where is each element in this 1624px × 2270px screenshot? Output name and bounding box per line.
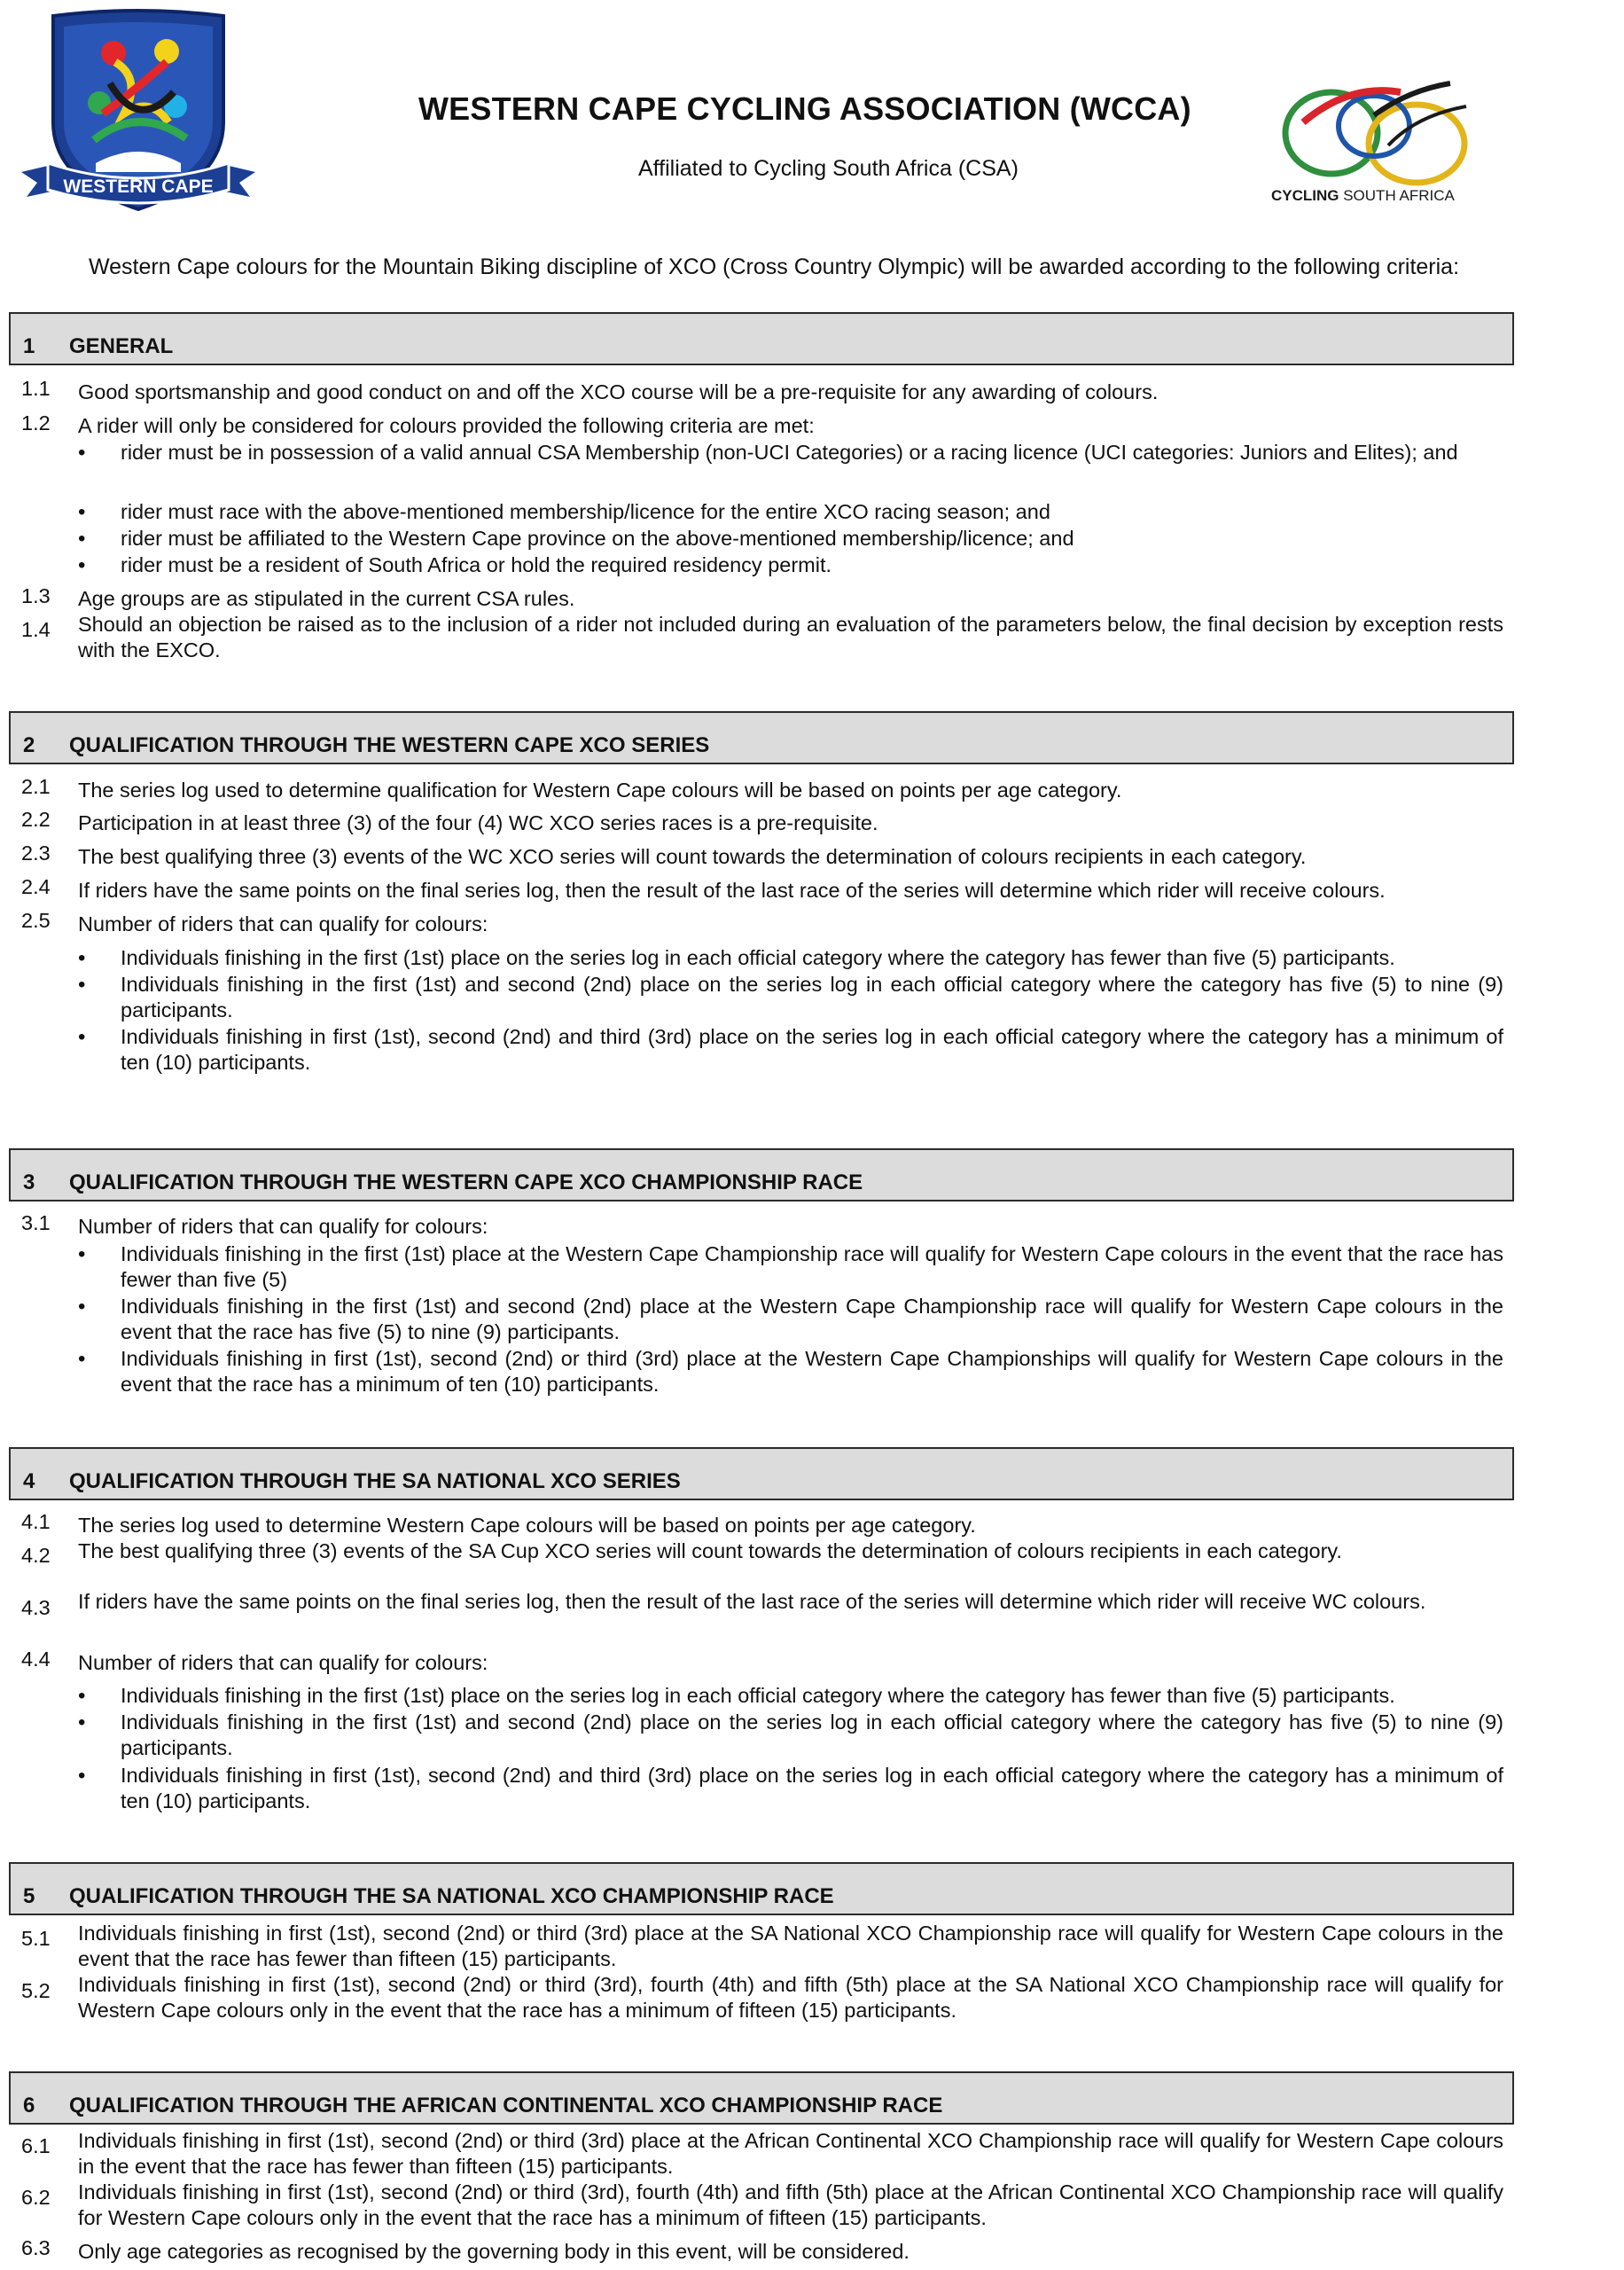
bullet-text: rider must race with the above-mentioned membership/licence for the entire XCO racing season; and — [121, 500, 1050, 523]
bullet-icon: • — [78, 500, 86, 524]
section-title: GENERAL — [69, 334, 174, 358]
cycling-south-africa-logo-icon — [1268, 71, 1487, 206]
bullet-icon: • — [78, 553, 86, 577]
item-number: 1.2 — [21, 411, 51, 434]
item-text: The series log used to determine Western Cape colours will be based on points per age category. — [78, 1514, 976, 1537]
item-number: 4.3 — [21, 1596, 51, 1619]
bullet-icon: • — [78, 946, 86, 970]
item-number: 6.3 — [21, 2236, 51, 2259]
bullet-text: Individuals finishing in the first (1st) place at the Western Cape Championship race will qualify for Western Cape colours in the event that the race has fewer than five (5) — [121, 1242, 1503, 1291]
item-number: 1.4 — [21, 618, 51, 641]
item-number: 2.3 — [21, 841, 51, 865]
bullet-text: Individuals finishing in the first (1st) place on the series log in each official category where the category has fewer than five (5) participants. — [121, 946, 1395, 969]
section-number: 4 — [23, 1469, 35, 1493]
csa-logo-text-light: SOUTH AFRICA — [1339, 187, 1455, 204]
section-number: 5 — [23, 1884, 35, 1908]
bullet-text: Individuals finishing in the first (1st) and second (2nd) place at the Western Cape Championship race will qualify for Western Cape colours in the event that the race has five (5) to nine (9) participants. — [121, 1295, 1503, 1343]
section-title: QUALIFICATION THROUGH THE SA NATIONAL XCO SERIES — [69, 1469, 681, 1493]
bullet-icon: • — [78, 527, 86, 551]
item-text: Number of riders that can qualify for colours: — [78, 1215, 488, 1238]
bullet-text: Individuals finishing in the first (1st) place on the series log in each official category where the category has fewer than five (5) participants. — [121, 1684, 1395, 1707]
section-title: QUALIFICATION THROUGH THE WESTERN CAPE XCO SERIES — [69, 733, 710, 757]
section-header-3 — [9, 1148, 1514, 1202]
section-header-5 — [9, 1862, 1514, 1915]
item-text: The best qualifying three (3) events of the SA Cup XCO series will count towards the determination of colours recipients in each category. — [78, 1539, 1342, 1562]
section-header-1 — [9, 312, 1514, 365]
item-number: 6.1 — [21, 2134, 51, 2157]
section-title: QUALIFICATION THROUGH THE SA NATIONAL XCO CHAMPIONSHIP RACE — [69, 1884, 834, 1908]
item-text: Age groups are as stipulated in the current CSA rules. — [78, 587, 575, 610]
section-number: 1 — [23, 334, 35, 358]
item-number: 2.2 — [21, 808, 51, 831]
bullet-icon: • — [78, 1025, 86, 1049]
section-title: QUALIFICATION THROUGH THE AFRICAN CONTINENTAL XCO CHAMPIONSHIP RACE — [69, 2094, 943, 2117]
bullet-text: Individuals finishing in the first (1st) and second (2nd) place on the series log in each official category where the category has five (5) to nine (9) participants. — [121, 1710, 1503, 1759]
bullet-icon: • — [78, 1242, 86, 1266]
item-number: 1.1 — [21, 377, 51, 400]
item-number: 4.1 — [21, 1510, 51, 1533]
item-text: Individuals finishing in first (1st), second (2nd) or third (3rd) place at the African Continental XCO Championship race will qualify for Western Cape colours in the event that the race has fewer than fifteen (15) participants. — [78, 2129, 1503, 2178]
item-number: 5.2 — [21, 1979, 51, 2002]
bullet-text: Individuals finishing in the first (1st) and second (2nd) place on the series log in each official category where the category has five (5) to nine (9) participants. — [121, 973, 1503, 1022]
wc-logo-text: WESTERN CAPE — [63, 176, 214, 197]
bullet-icon: • — [78, 973, 86, 997]
item-number: 3.1 — [21, 1211, 51, 1234]
item-text: A rider will only be considered for colours provided the following criteria are met: — [78, 414, 815, 437]
item-number: 5.1 — [21, 1927, 51, 1950]
bullet-icon: • — [78, 441, 86, 465]
item-text: Participation in at least three (3) of the four (4) WC XCO series races is a pre-requisite. — [78, 811, 878, 834]
bullet-text: Individuals finishing in first (1st), second (2nd) and third (3rd) place on the series log in each official category where the category has a minimum of ten (10) participants. — [121, 1025, 1503, 1074]
page-title: WESTERN CAPE CYCLING ASSOCIATION (WCCA) — [418, 90, 1191, 127]
section-header-2 — [9, 711, 1514, 764]
bullet-icon: • — [78, 1764, 86, 1788]
item-number: 6.2 — [21, 2186, 51, 2209]
item-number: 1.3 — [21, 584, 51, 607]
section-number: 3 — [23, 1170, 35, 1194]
item-text: Individuals finishing in first (1st), second (2nd) or third (3rd), fourth (4th) and fifth (5th) place at the African Continental XCO Championship race will qualify for Western Cape colours only in the event that the race has a minimum of fifteen (15) participants. — [78, 2180, 1503, 2229]
section-title: QUALIFICATION THROUGH THE WESTERN CAPE XCO CHAMPIONSHIP RACE — [69, 1170, 863, 1194]
item-number: 2.1 — [21, 775, 51, 798]
bullet-text: rider must be in possession of a valid annual CSA Membership (non-UCI Categories) or a racing licence (UCI categories: Juniors and Elites); and — [121, 441, 1458, 464]
bullet-icon: • — [78, 1684, 86, 1708]
item-text: Individuals finishing in first (1st), second (2nd) or third (3rd) place at the SA National XCO Championship race will qualify for Western Cape colours in the event that the race has fewer than fifteen (15) participants. — [78, 1922, 1503, 1970]
bullet-text: Individuals finishing in first (1st), second (2nd) and third (3rd) place on the series log in each official category where the category has a minimum of ten (10) participants. — [121, 1764, 1503, 1812]
item-number: 4.4 — [21, 1648, 51, 1671]
svg-text:CYCLING SOUTH AFRICA — [1271, 187, 1456, 204]
section-number: 6 — [23, 2094, 35, 2117]
section-header-6 — [9, 2071, 1514, 2125]
item-text: If riders have the same points on the final series log, then the result of the last race of the series will determine which rider will receive WC colours. — [78, 1590, 1426, 1613]
bullet-icon: • — [78, 1295, 86, 1319]
intro-text: Western Cape colours for the Mountain Biking discipline of XCO (Cross Country Olympic) will be awarded according to the following criteria: — [89, 254, 1460, 279]
page-subtitle: Affiliated to Cycling South Africa (CSA) — [638, 156, 1019, 181]
bullet-text: Individuals finishing in first (1st), second (2nd) or third (3rd) place at the Western Cape Championships will qualify for Western Cape colours in the event that the race has a minimum of ten (10) participants. — [121, 1347, 1503, 1396]
western-cape-crest-icon — [18, 7, 259, 218]
item-text: If riders have the same points on the final series log, then the result of the last race of the series will determine which rider will receive colours. — [78, 879, 1386, 902]
bullet-text: rider must be affiliated to the Western Cape province on the above-mentioned membership/licence; and — [121, 527, 1074, 550]
item-number: 2.5 — [21, 909, 51, 932]
section-number: 2 — [23, 733, 35, 757]
csa-logo-text-bold: CYCLING — [1271, 187, 1339, 204]
bullet-icon: • — [78, 1710, 86, 1734]
item-text: Number of riders that can qualify for colours: — [78, 1651, 488, 1674]
item-text: The series log used to determine qualification for Western Cape colours will be based on points per age category. — [78, 779, 1122, 802]
item-number: 4.2 — [21, 1544, 51, 1567]
item-text: Only age categories as recognised by the governing body in this event, will be considered. — [78, 2240, 910, 2263]
bullet-text: rider must be a resident of South Africa or hold the required residency permit. — [121, 553, 832, 576]
item-text: Number of riders that can qualify for colours: — [78, 912, 488, 935]
item-text: The best qualifying three (3) events of the WC XCO series will count towards the determination of colours recipients in each category. — [78, 845, 1307, 868]
item-text: Good sportsmanship and good conduct on and off the XCO course will be a pre-requisite for any awarding of colours. — [78, 380, 1159, 403]
item-text: Individuals finishing in first (1st), second (2nd) or third (3rd), fourth (4th) and fifth (5th) place at the SA National XCO Championship race will qualify for Western Cape colours only in the event that the race has a minimum of fifteen (15) participants. — [78, 1973, 1503, 2022]
bullet-icon: • — [78, 1347, 86, 1371]
section-header-4 — [9, 1447, 1514, 1500]
item-number: 2.4 — [21, 875, 51, 898]
item-text: Should an objection be raised as to the inclusion of a rider not included during an evaluation of the parameters below, the final decision by exception rests with the EXCO. — [78, 613, 1503, 661]
